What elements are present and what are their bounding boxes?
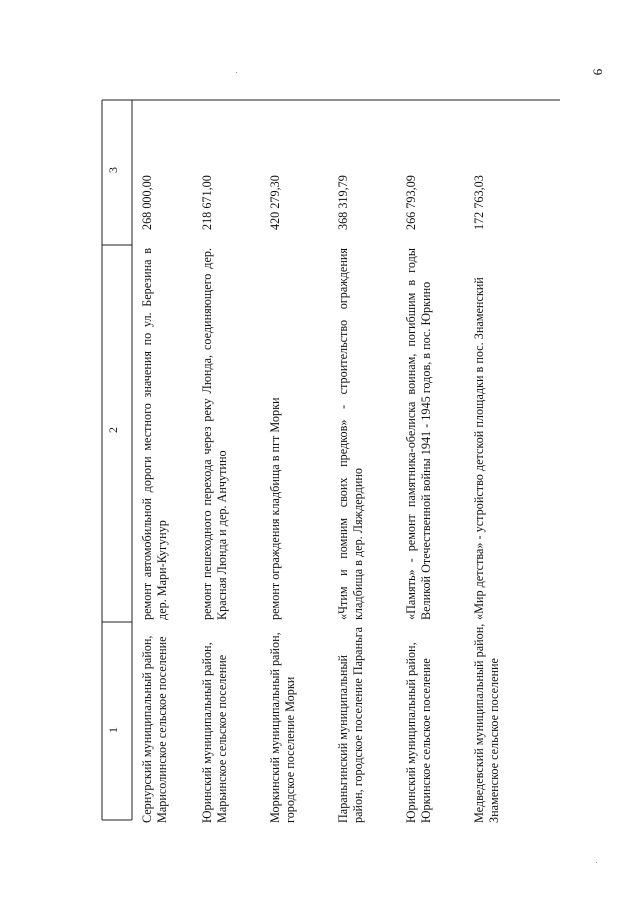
row-1-municipality: Сернурский муниципальный район, Марисолинское сельское поселение (140, 635, 169, 823)
column-header-2: 2 (106, 427, 120, 433)
row-4-municipality: Параньгинский муниципальный район, городское поселение Параньга (336, 626, 365, 823)
scan-speck (596, 862, 597, 863)
row-3-municipality: Моркинский муниципальный район, городское поселение Морки (268, 632, 297, 823)
row-5-amount: 266 793,09 (404, 175, 418, 230)
row-5-project: «Память» - ремонт памятника-обелиска воинам, погибшим в годы Великой Отечественной войны 1941 - 1945 годов, в пос. Юркино (404, 248, 433, 620)
row-5-municipality: Юринский муниципальный район, Юркинское сельское поселение (404, 642, 433, 823)
row-1-amount: 268 000,00 (140, 175, 154, 230)
row-6-amount: 172 763,03 (472, 175, 486, 230)
row-2-amount: 218 671,00 (200, 175, 214, 230)
row-6-municipality: Медведевский муниципальный район, Знаменское сельское поселение (472, 623, 501, 823)
budget-table (102, 100, 560, 860)
row-6-project: «Мир детства» - устройство детской площадки в пос. Знаменский (472, 277, 486, 620)
column-header-1: 1 (106, 727, 120, 733)
column-header-3: 3 (106, 167, 120, 173)
row-4-amount: 368 319,79 (336, 175, 350, 230)
row-2-municipality: Юринский муниципальный район, Марьинское сельское поселение (200, 642, 229, 823)
row-1-project: ремонт автомобильной дороги местного значения по ул. Березина в дер. Мари-Кугунур (140, 248, 169, 620)
scan-speck (236, 72, 237, 73)
row-3-project: ремонт ограждения кладбища в пгт Морки (268, 397, 282, 620)
page-number: 9 (589, 68, 605, 76)
row-3-amount: 420 279,30 (268, 175, 282, 230)
row-2-project: ремонт пешеходного перехода через реку Люнда, соединяющего дер. Красная Люнда и дер. Анчутино (200, 248, 229, 620)
row-4-project: «Чтим и помним своих предков» - строительство ограждения кладбища в дер. Ляждердино (336, 248, 365, 620)
